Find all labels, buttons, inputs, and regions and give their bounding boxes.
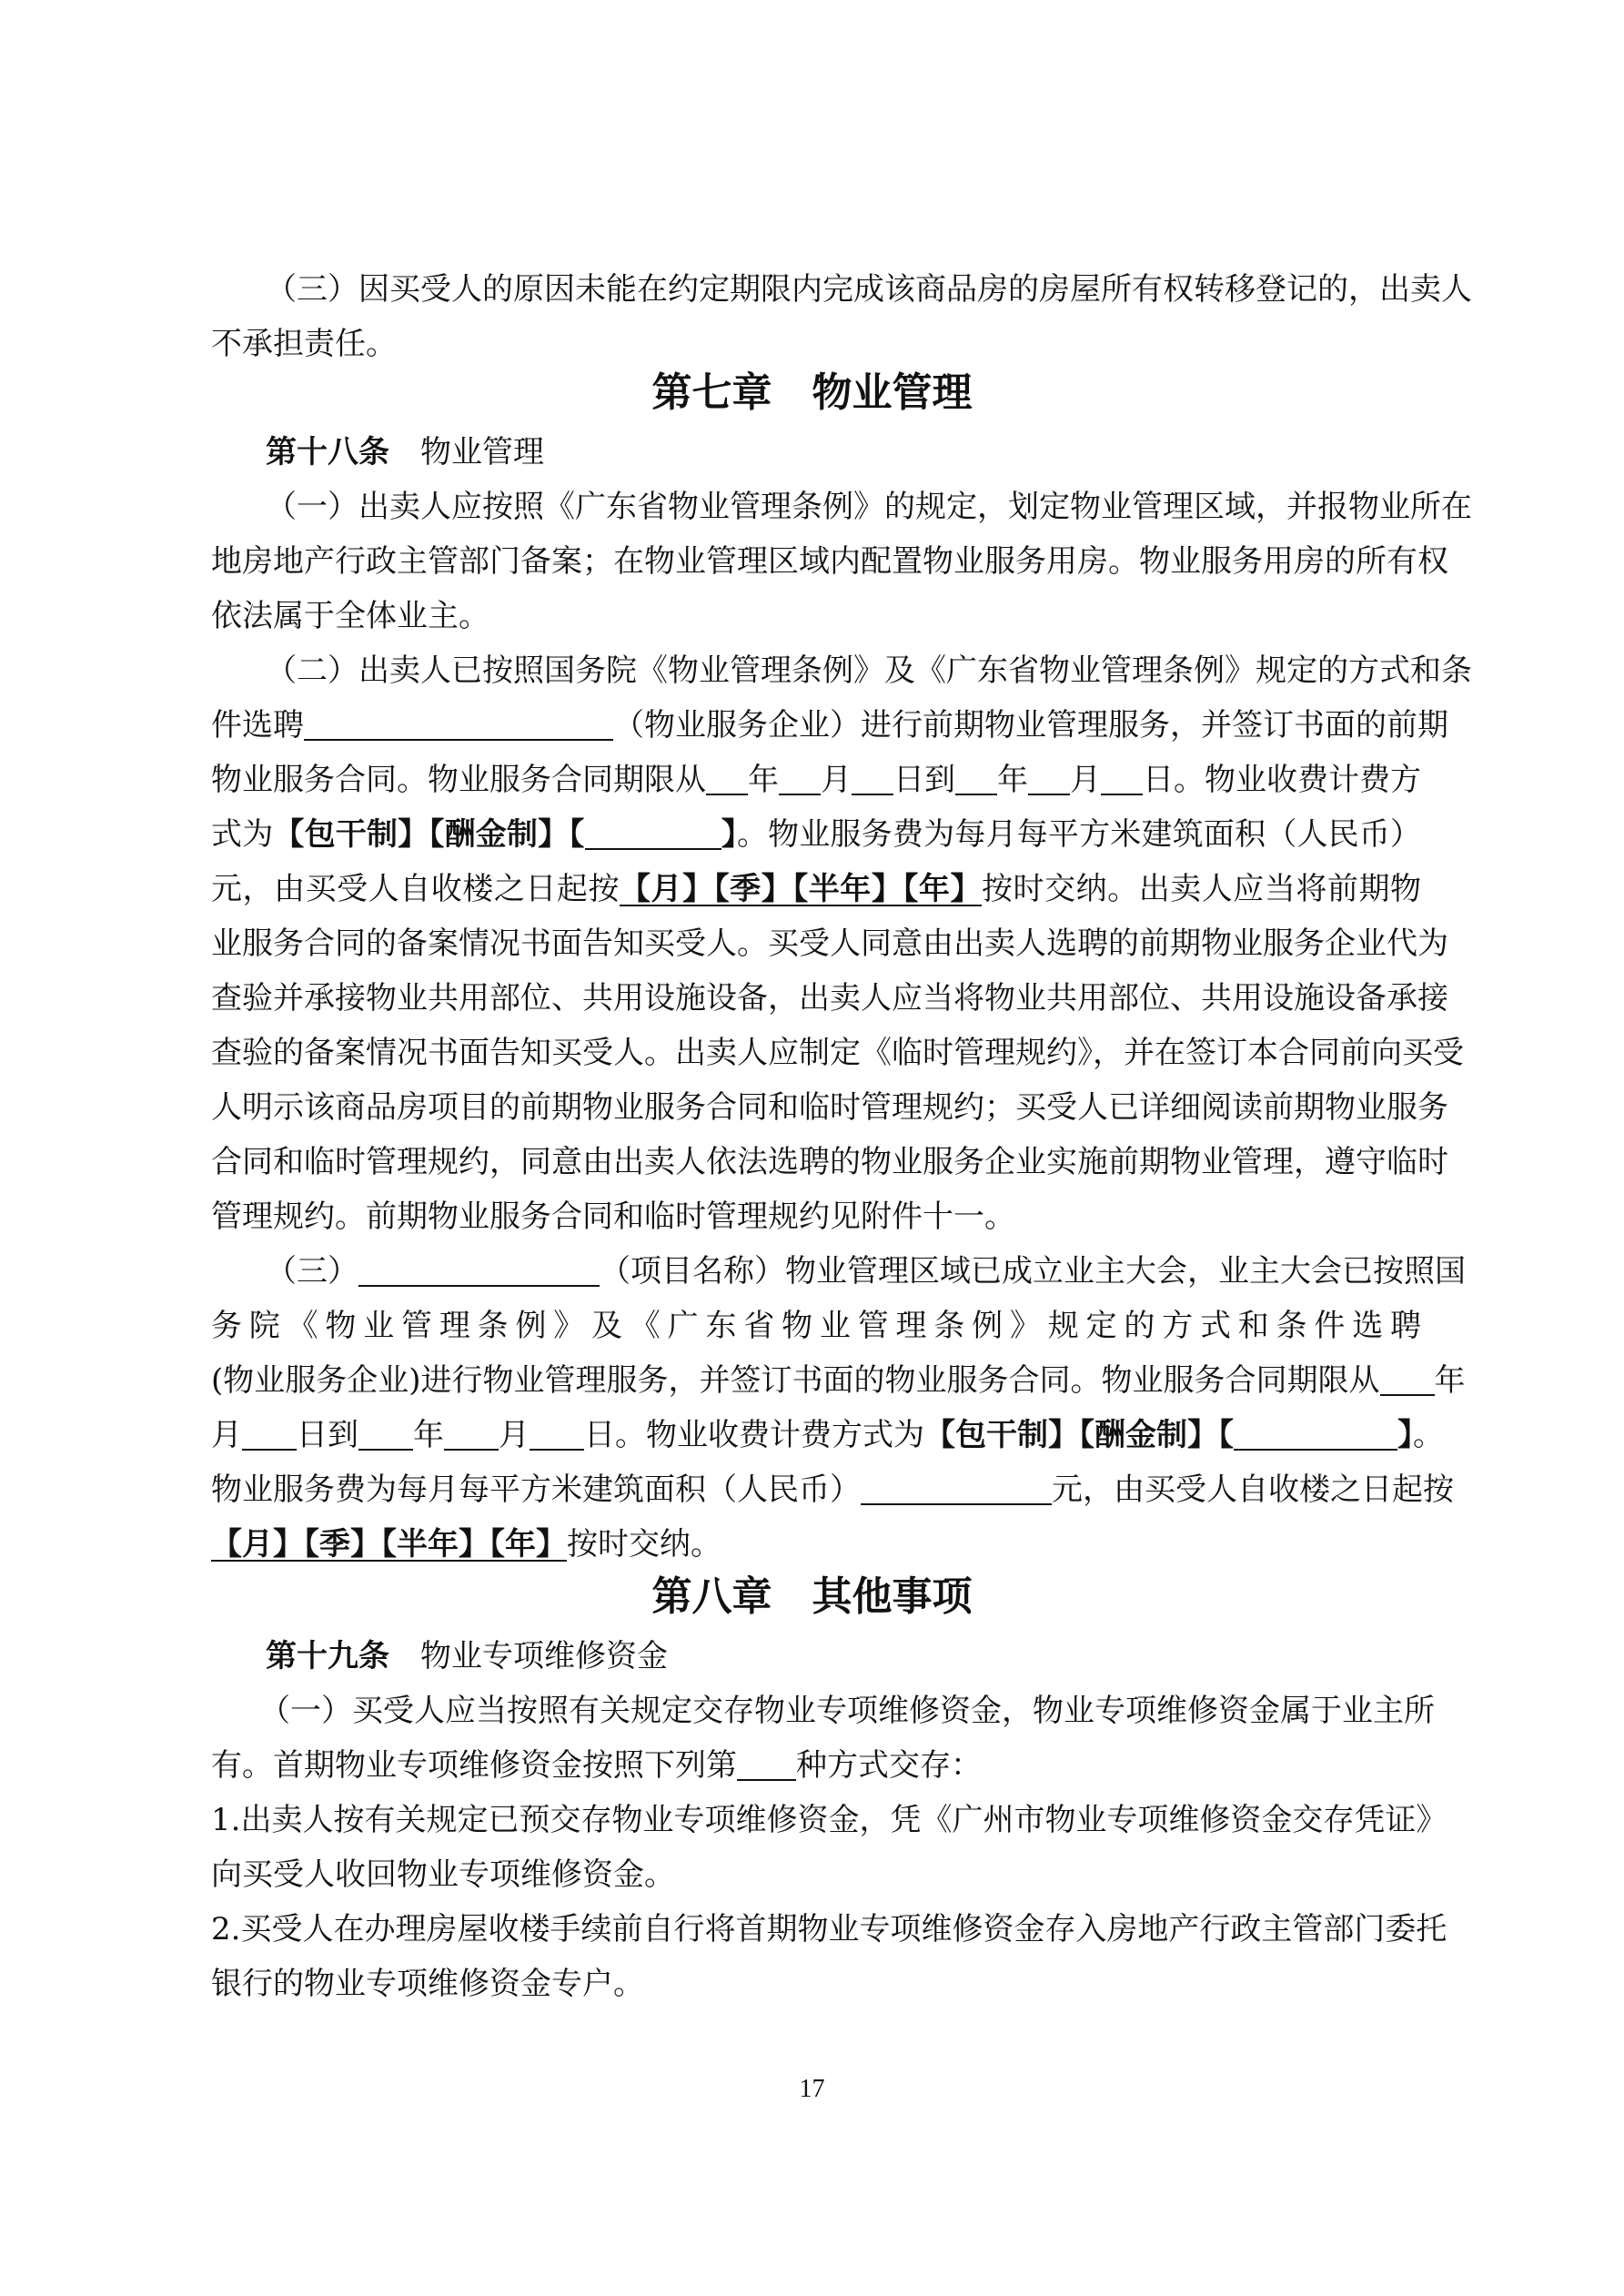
article-18-para-3-line-3 (211, 1353, 1466, 1408)
option-lump-sum-2[interactable]: 【包干制】 (924, 1417, 1079, 1453)
end-year-blank-2[interactable] (358, 1418, 413, 1451)
article-19-number: 第十九条 (266, 1638, 389, 1674)
text: 按时交纳。出卖人应当将前期物 (982, 871, 1421, 907)
article-19-item-2-line-1: 2.买受人在办理房屋收楼手续前自行将首期物业专项维修资金存入房地产行政主管部门委托 (211, 1911, 1447, 1947)
text: 物业服务费为每月每平方米建筑面积（人民币） (211, 1472, 861, 1508)
start-day-blank[interactable] (852, 763, 893, 795)
chapter-8-heading (0, 1570, 1624, 1624)
clause-17-3-line-2: 不承担责任。 (211, 326, 397, 362)
article-18-para-2-line-11: 管理规约。前期物业服务合同和临时管理规约见附件十一。 (211, 1199, 1015, 1235)
article-18-title: 物业管理 (420, 434, 544, 470)
article-18-para-2-line-9: 人明示该商品房项目的前期物业服务合同和临时管理规约；买受人已详细阅读前期物业服务 (211, 1089, 1448, 1126)
text: 种方式交存： (796, 1747, 982, 1784)
text: 月 (1070, 762, 1101, 798)
end-month-blank-2[interactable] (444, 1418, 499, 1451)
text: 年 (413, 1417, 444, 1453)
end-day-blank[interactable] (1101, 763, 1143, 795)
text: 按时交纳。 (567, 1526, 721, 1563)
bracket: 【 (569, 816, 585, 853)
article-18-para-3-line-5 (211, 1462, 1454, 1517)
project-name-blank[interactable] (358, 1254, 600, 1287)
text: 日。物业收费计费方式为 (584, 1417, 924, 1453)
text: 年 (997, 762, 1028, 798)
text: 年 (748, 762, 779, 798)
article-18-para-1-line-3: 依法属于全体业主。 (211, 598, 489, 634)
article-19-para-1-line-2 (211, 1738, 1421, 1793)
text: （物业服务企业）进行前期物业管理服务，并签订书面的前期 (613, 707, 1448, 743)
article-18-para-2-line-2 (211, 698, 1448, 753)
text: 月 (211, 1417, 242, 1453)
text: 月 (821, 762, 852, 798)
article-18-number: 第十八条 (266, 434, 389, 470)
article-18-para-2-line-7: 查验并承接物业共用部位、共用设施设备，出卖人应当将物业共用部位、共用设施设备承接 (211, 980, 1448, 1017)
option-commission-2[interactable]: 【酬金制】 (1079, 1417, 1218, 1453)
chapter-7-title: 物业管理 (812, 369, 973, 416)
payment-period-options[interactable]: 【月】【季】【半年】【年】 (620, 871, 982, 907)
article-18-para-3-line-6 (211, 1517, 1421, 1572)
text: 日到 (297, 1417, 358, 1453)
start-year-blank[interactable] (706, 763, 748, 795)
bracket: 】 (721, 816, 737, 853)
other-fee-method-blank-2[interactable] (1234, 1418, 1397, 1451)
method-number-blank[interactable] (737, 1748, 796, 1781)
text: 有。首期物业专项维修资金按照下列第 (211, 1747, 737, 1784)
page-number: 17 (799, 2075, 825, 2103)
other-fee-method-blank[interactable] (585, 817, 721, 850)
text: 。 (1413, 1417, 1444, 1453)
option-lump-sum[interactable]: 【包干制】 (273, 816, 429, 853)
start-month-blank[interactable] (779, 763, 821, 795)
article-19-heading (266, 1629, 668, 1684)
bracket: 【 (1218, 1417, 1234, 1453)
text: 物业服务合同。物业服务合同期限从 (211, 762, 706, 798)
chapter-7-heading (0, 366, 1624, 420)
chapter-7-number: 第七章 (651, 369, 772, 416)
text: 月 (499, 1417, 530, 1453)
end-month-blank[interactable] (1028, 763, 1070, 795)
article-18-para-2-line-10: 合同和临时管理规约，同意由出卖人依法选聘的物业服务企业实施前期物业管理，遵守临时 (211, 1144, 1448, 1180)
start-year-blank-2[interactable] (1380, 1363, 1435, 1396)
bracket: 】 (1397, 1417, 1413, 1453)
text: 日到 (893, 762, 955, 798)
chapter-8-title: 其他事项 (812, 1573, 973, 1620)
text: 。物业服务费为每月每平方米建筑面积（人民币） (736, 816, 1422, 853)
article-18-para-2-line-3 (211, 753, 1421, 807)
start-month-blank-2[interactable] (242, 1418, 297, 1451)
article-18-para-2-line-8: 查验的备案情况书面告知买受人。出卖人应制定《临时管理规约》，并在签订本合同前向买受 (211, 1035, 1464, 1071)
text: 式为 (211, 816, 274, 853)
article-18-para-3-line-2: 务院《物业管理条例》及《广东省物业管理条例》规定的方式和条件选聘 (211, 1308, 1421, 1344)
article-18-para-1-line-2: 地房地产行政主管部门备案；在物业管理区域内配置物业服务用房。物业服务用房的所有权 (211, 543, 1448, 580)
article-19-item-1-line-2: 向买受人收回物业专项维修资金。 (211, 1856, 675, 1893)
end-day-blank-2[interactable] (530, 1418, 584, 1451)
article-18-para-2-line-5 (211, 862, 1421, 916)
text: （三） (266, 1253, 358, 1290)
article-18-heading (266, 425, 544, 480)
article-18-para-2-line-1: （二）出卖人已按照国务院《物业管理条例》及《广东省物业管理条例》规定的方式和条 (266, 652, 1472, 689)
article-19-title: 物业专项维修资金 (420, 1638, 668, 1674)
option-commission[interactable]: 【酬金制】 (429, 816, 570, 853)
text: 元，由买受人自收楼之日起按 (211, 871, 620, 907)
text: （项目名称）物业管理区域已成立业主大会，业主大会已按照国 (600, 1253, 1466, 1290)
text: 日。物业收费计费方 (1143, 762, 1421, 798)
end-year-blank[interactable] (955, 763, 997, 795)
fee-amount-blank[interactable] (861, 1472, 1052, 1505)
article-19-item-1-line-1: 1.出卖人按有关规定已预交存物业专项维修资金，凭《广州市物业专项维修资金交存凭证》 (211, 1802, 1447, 1838)
article-18-para-2-line-4 (211, 807, 1421, 862)
article-19-item-2-line-2: 银行的物业专项维修资金专户。 (211, 1966, 644, 2002)
text: 年 (1434, 1362, 1466, 1399)
article-18-para-3-line-4 (211, 1408, 1444, 1462)
payment-period-options-2[interactable]: 【月】【季】【半年】【年】 (211, 1526, 567, 1563)
article-18-para-3-line-1 (266, 1244, 1466, 1299)
clause-17-3-line-1: （三）因买受人的原因未能在约定期限内完成该商品房的房屋所有权转移登记的，出卖人 (266, 271, 1472, 308)
article-19-para-1-line-1: （一）买受人应当按照有关规定交存物业专项维修资金，物业专项维修资金属于业主所 (259, 1693, 1435, 1729)
text: 元，由买受人自收楼之日起按 (1052, 1472, 1454, 1508)
property-company-blank[interactable] (304, 708, 613, 741)
article-18-para-1-line-1: （一）出卖人应按照《广东省物业管理条例》的规定，划定物业管理区域，并报物业所在 (266, 489, 1472, 525)
article-18-para-2-line-6: 业服务合同的备案情况书面告知买受人。买受人同意由出卖人选聘的前期物业服务企业代为 (211, 925, 1448, 962)
text: (物业服务企业)进行物业管理服务，并签订书面的物业服务合同。物业服务合同期限从 (211, 1362, 1380, 1399)
text: 件选聘 (211, 707, 304, 743)
chapter-8-number: 第八章 (651, 1573, 772, 1620)
